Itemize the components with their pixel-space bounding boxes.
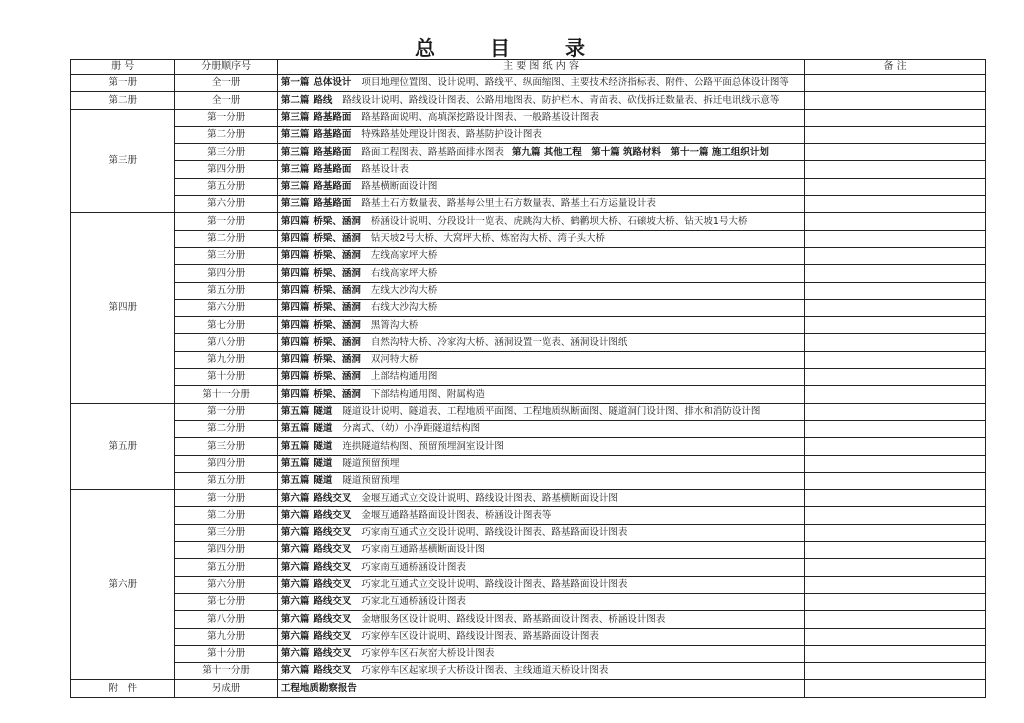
remark-cell (805, 126, 986, 143)
subvolume-cell: 第八分册 (175, 334, 277, 351)
content-text: 自然沟特大桥、冷家沟大桥、涵洞设置一览表、涵洞设计图纸 (370, 336, 628, 348)
content-cell (277, 611, 804, 628)
content-text: 右线高家坪大桥 (370, 267, 438, 279)
table-row (71, 576, 986, 593)
subvolume-cell: 第一分册 (175, 109, 277, 126)
part-category: 路基路面 (313, 129, 352, 141)
remark-cell (805, 542, 986, 559)
content-cell (277, 265, 804, 282)
part-category: 隧道 (313, 406, 333, 418)
content-cell (277, 507, 804, 524)
content-cell (277, 628, 804, 645)
content-cell (277, 593, 804, 610)
part-number: 第六篇 (280, 648, 310, 660)
table-body (71, 75, 986, 698)
part-number: 第六篇 (280, 492, 310, 504)
content-cell (277, 455, 804, 472)
remark-cell (805, 611, 986, 628)
contents-table (70, 59, 986, 698)
table-row (71, 403, 986, 420)
part-number: 第四篇 (280, 371, 310, 383)
table-row (71, 178, 986, 195)
content-cell (277, 576, 804, 593)
subvolume-cell: 第五分册 (175, 559, 277, 576)
part-number: 第三篇 (280, 198, 310, 210)
part-category: 路线交叉 (313, 492, 352, 504)
volume-cell: 第四册 (71, 213, 175, 403)
content-text: 桥涵设计说明、分段设计一览表、虎跳沟大桥、鹤鹳坝大桥、石磙坡大桥、钻天坡1号大桥 (370, 215, 748, 227)
part-number: 第六篇 (280, 665, 310, 677)
table-row (71, 628, 986, 645)
remark-cell (805, 455, 986, 472)
remark-cell (805, 438, 986, 455)
part-category: 路基路面 (313, 146, 352, 158)
subvolume-cell: 第十一分册 (175, 663, 277, 680)
content-cell (277, 542, 804, 559)
part-category: 桥梁、涵洞 (313, 354, 361, 366)
table-row (71, 490, 986, 507)
content-text: 分离式、（幼）小净距隧道结构图 (342, 423, 481, 435)
remark-cell (805, 559, 986, 576)
part-category: 路线交叉 (313, 544, 352, 556)
table-row (71, 680, 986, 697)
part-number: 第六篇 (280, 509, 310, 521)
remark-cell (805, 282, 986, 299)
content-text: 巧家停车区设计说明、路线设计图表、路基路面设计图表 (361, 630, 599, 642)
content-text: 巧家北互通式立交设计说明、路线设计图表、路基路面设计图表 (361, 579, 628, 590)
content-cell (277, 490, 804, 507)
subvolume-cell: 第十分册 (175, 645, 277, 662)
remark-cell (805, 109, 986, 126)
content-text: 黑箐沟大桥 (370, 319, 419, 331)
table-row (71, 334, 986, 351)
remark-cell (805, 386, 986, 403)
part-number: 第六篇 (280, 613, 310, 625)
table-row (71, 507, 986, 524)
content-text: 隧道预留预埋 (342, 457, 400, 469)
content-cell (277, 334, 804, 351)
part-category: 桥梁、涵洞 (313, 388, 361, 400)
part-category: 路线交叉 (313, 596, 352, 608)
content-text: 路基设计表 (361, 163, 409, 175)
part-category: 隧道 (313, 457, 333, 469)
part-number: 第一篇 (280, 77, 310, 89)
table-row (71, 161, 986, 178)
part-number: 第六篇 (280, 579, 310, 590)
remark-cell (805, 369, 986, 386)
volume-cell: 第五册 (71, 403, 175, 489)
table-row (71, 663, 986, 680)
part-category: 隧道 (313, 475, 333, 487)
content-cell (277, 178, 804, 195)
subvolume-cell: 第一分册 (175, 403, 277, 420)
part-number: 第四篇 (280, 388, 310, 400)
part-category: 桥梁、涵洞 (313, 336, 361, 348)
content-cell (277, 472, 804, 489)
part-category: 路线交叉 (313, 509, 352, 521)
part-category: 路基路面 (313, 111, 352, 123)
part-number: 第四篇 (280, 284, 310, 296)
part-number: 第六篇 (280, 561, 310, 573)
subvolume-cell: 第七分册 (175, 317, 277, 334)
table-row (71, 645, 986, 662)
part-category: 桥梁、涵洞 (313, 233, 361, 245)
table-row (71, 386, 986, 403)
header-remark: 备 注 (805, 60, 986, 75)
content-text: 巧家南互通式立交设计说明、路线设计图表、路基路面设计图表 (361, 527, 628, 539)
part-number: 第五篇 (280, 457, 310, 469)
subvolume-cell: 第九分册 (175, 628, 277, 645)
subvolume-cell: 第四分册 (175, 542, 277, 559)
part-number: 第四篇 (280, 319, 310, 331)
remark-cell (805, 351, 986, 368)
content-cell (277, 351, 804, 368)
part-category: 路线交叉 (313, 561, 352, 573)
content-text: 巧家南互通路基横断面设计图 (361, 544, 485, 556)
subvolume-cell: 第二分册 (175, 126, 277, 143)
content-text: 左线大沙沟大桥 (370, 284, 438, 296)
part-number: 第四篇 (280, 267, 310, 279)
part-category: 隧道 (313, 423, 333, 435)
part-number: 第二篇 (280, 94, 310, 106)
subvolume-cell: 第二分册 (175, 420, 277, 437)
subvolume-cell: 第四分册 (175, 161, 277, 178)
subvolume-cell: 第一分册 (175, 490, 277, 507)
subvolume-cell: 第七分册 (175, 593, 277, 610)
content-text: 上部结构通用图 (370, 371, 438, 383)
part-category: 桥梁、涵洞 (313, 302, 361, 314)
content-text: 隧道预留预埋 (342, 475, 400, 487)
part-number: 第五篇 (280, 440, 310, 452)
part-number: 第三篇 (280, 181, 310, 193)
content-cell (277, 161, 804, 178)
remark-cell (805, 472, 986, 489)
table-row (71, 92, 986, 109)
content-extra: 第九篇 其他工程 第十篇 筑路材料 第十一篇 施工组织计划 (511, 146, 769, 158)
part-number: 第六篇 (280, 596, 310, 608)
table-row (71, 230, 986, 247)
subvolume-cell: 第五分册 (175, 178, 277, 195)
subvolume-cell: 第三分册 (175, 438, 277, 455)
content-text: 路基土石方数量表、路基每公里土石方数量表、路基土石方运量设计表 (361, 198, 656, 210)
subvolume-cell: 第六分册 (175, 299, 277, 316)
part-number: 第四篇 (280, 250, 310, 262)
table-row (71, 542, 986, 559)
remark-cell (805, 75, 986, 92)
part-number: 第六篇 (280, 527, 310, 539)
remark-cell (805, 144, 986, 161)
content-cell (277, 403, 804, 420)
content-cell (277, 213, 804, 230)
part-number: 第三篇 (280, 111, 310, 123)
part-category: 路线交叉 (313, 648, 352, 660)
subvolume-cell: 第五分册 (175, 472, 277, 489)
content-cell (277, 559, 804, 576)
part-category: 路基路面 (313, 198, 352, 210)
content-cell (277, 663, 804, 680)
content-cell (277, 247, 804, 264)
part-number: 第三篇 (280, 163, 310, 175)
table-row (71, 317, 986, 334)
remark-cell (805, 628, 986, 645)
remark-cell (805, 213, 986, 230)
remark-cell (805, 196, 986, 213)
part-category: 桥梁、涵洞 (313, 250, 361, 262)
remark-cell (805, 645, 986, 662)
content-text: 金堰互通式立交设计说明、路线设计图表、路基横断面设计图 (361, 492, 618, 504)
table-row (71, 559, 986, 576)
header-content: 主 要 图 纸 内 容 (277, 60, 804, 75)
content-text: 金堰互通路基路面设计图表、桥涵设计图表等 (361, 509, 552, 521)
subvolume-cell: 第二分册 (175, 507, 277, 524)
remark-cell (805, 92, 986, 109)
remark-cell (805, 299, 986, 316)
volume-cell: 第三册 (71, 109, 175, 213)
content-text: 左线高家坪大桥 (370, 250, 438, 262)
part-number: 第三篇 (280, 146, 310, 158)
remark-cell (805, 265, 986, 282)
part-number: 第五篇 (280, 406, 310, 418)
content-text: 连拱隧道结构图、预留预埋洞室设计图 (342, 440, 504, 452)
part-category: 路线交叉 (313, 630, 352, 642)
part-category: 路线交叉 (313, 613, 352, 625)
part-category: 路线交叉 (313, 665, 352, 677)
content-cell (277, 126, 804, 143)
subvolume-cell: 全一册 (175, 92, 277, 109)
subvolume-cell: 第十一分册 (175, 386, 277, 403)
table-row (71, 351, 986, 368)
remark-cell (805, 507, 986, 524)
subvolume-cell: 另成册 (175, 680, 277, 697)
content-cell (277, 109, 804, 126)
table-row (71, 265, 986, 282)
remark-cell (805, 161, 986, 178)
subvolume-cell: 第三分册 (175, 524, 277, 541)
content-text: 路面工程图表、路基路面排水图表 (361, 146, 504, 158)
subvolume-cell: 第十分册 (175, 369, 277, 386)
part-number: 第六篇 (280, 544, 310, 556)
table-row (71, 524, 986, 541)
remark-cell (805, 576, 986, 593)
remark-cell (805, 317, 986, 334)
part-number: 第四篇 (280, 302, 310, 314)
table-row (71, 438, 986, 455)
table-row (71, 126, 986, 143)
content-text: 路基路面说明、高填深挖路设计图表、一般路基设计图表 (361, 111, 599, 123)
subvolume-cell: 第六分册 (175, 196, 277, 213)
table-row (71, 282, 986, 299)
part-category: 桥梁、涵洞 (313, 284, 361, 296)
part-category: 路线交叉 (313, 527, 352, 539)
content-cell (277, 196, 804, 213)
content-text: 巧家停车区石灰窑大桥设计图表 (361, 648, 495, 660)
remark-cell (805, 230, 986, 247)
subvolume-cell: 第三分册 (175, 144, 277, 161)
content-text: 路线设计说明、路线设计图表、公路用地图表、防护栏木、青苗表、砍伐拆迁数量表、拆迁电讯线示意等 (342, 94, 780, 106)
subvolume-cell: 第二分册 (175, 230, 277, 247)
content-text: 钻天坡2号大桥、大窝坪大桥、炼窑沟大桥、湾子头大桥 (370, 233, 605, 245)
remark-cell (805, 663, 986, 680)
content-text: 项目地理位置图、设计说明、路线平、纵面缩图、主要技术经济指标表、附件、公路平面总体设计图等 (361, 77, 789, 89)
remark-cell (805, 403, 986, 420)
content-cell (277, 438, 804, 455)
part-category: 路基路面 (313, 181, 352, 193)
table-row (71, 247, 986, 264)
table-row (71, 144, 986, 161)
content-cell (277, 282, 804, 299)
content-text: 特殊路基处理设计图表、路基防护设计图表 (361, 129, 542, 141)
part-category: 路线 (313, 94, 333, 106)
subvolume-cell: 第六分册 (175, 576, 277, 593)
content-cell (277, 524, 804, 541)
content-text: 双河特大桥 (370, 354, 419, 366)
table-header-row (71, 60, 986, 75)
remark-cell (805, 178, 986, 195)
content-cell (277, 680, 804, 697)
content-cell (277, 75, 804, 92)
page-title: 总 目 录 (415, 36, 609, 60)
subvolume-cell: 第四分册 (175, 455, 277, 472)
content-text: 巧家南互通桥涵设计图表 (361, 561, 466, 573)
content-text: 工程地质勘察报告 (280, 682, 357, 694)
content-text: 巧家停车区起家坝子大桥设计图表、主线通道天桥设计图表 (361, 665, 609, 677)
part-category: 桥梁、涵洞 (313, 267, 361, 279)
remark-cell (805, 490, 986, 507)
content-cell (277, 92, 804, 109)
content-cell (277, 317, 804, 334)
header-subvolume: 分册顺序号 (175, 60, 277, 75)
table-row (71, 611, 986, 628)
part-category: 桥梁、涵洞 (313, 371, 361, 383)
subvolume-cell: 第五分册 (175, 282, 277, 299)
remark-cell (805, 247, 986, 264)
part-category: 总体设计 (313, 77, 352, 89)
remark-cell (805, 680, 986, 697)
volume-cell: 第二册 (71, 92, 175, 109)
remark-cell (805, 524, 986, 541)
table-row (71, 420, 986, 437)
subvolume-cell: 第四分册 (175, 265, 277, 282)
volume-cell: 第一册 (71, 75, 175, 92)
part-category: 路线交叉 (313, 579, 352, 590)
content-text: 下部结构通用图、附属构造 (370, 388, 485, 400)
table-row (71, 75, 986, 92)
subvolume-cell: 第九分册 (175, 351, 277, 368)
content-text: 右线大沙沟大桥 (370, 302, 438, 314)
part-number: 第五篇 (280, 423, 310, 435)
part-number: 第四篇 (280, 233, 310, 245)
content-text: 巧家北互通桥涵设计图表 (361, 596, 466, 608)
volume-cell: 附 件 (71, 680, 175, 697)
content-text: 金塘服务区设计说明、路线设计图表、路基路面设计图表、桥涵设计图表 (361, 613, 666, 625)
table-row (71, 472, 986, 489)
table-row (71, 109, 986, 126)
table-row (71, 455, 986, 472)
subvolume-cell: 第八分册 (175, 611, 277, 628)
part-category: 桥梁、涵洞 (313, 319, 361, 331)
part-category: 隧道 (313, 440, 333, 452)
part-number: 第四篇 (280, 354, 310, 366)
table-row (71, 593, 986, 610)
content-cell (277, 420, 804, 437)
content-cell (277, 386, 804, 403)
subvolume-cell: 全一册 (175, 75, 277, 92)
table-row (71, 213, 986, 230)
content-text: 路基横断面设计图 (361, 181, 438, 193)
content-text: 隧道设计说明、隧道表、工程地质平面图、工程地质纵断面图、隧道洞门设计图、排水和消防设计图 (342, 406, 761, 418)
part-number: 第五篇 (280, 475, 310, 487)
content-cell (277, 369, 804, 386)
part-number: 第四篇 (280, 336, 310, 348)
content-cell (277, 645, 804, 662)
remark-cell (805, 593, 986, 610)
content-cell (277, 230, 804, 247)
part-category: 桥梁、涵洞 (313, 215, 361, 227)
subvolume-cell: 第一分册 (175, 213, 277, 230)
part-number: 第四篇 (280, 215, 310, 227)
part-category: 路基路面 (313, 163, 352, 175)
part-number: 第六篇 (280, 630, 310, 642)
header-volume: 册 号 (71, 60, 175, 75)
subvolume-cell: 第三分册 (175, 247, 277, 264)
remark-cell (805, 334, 986, 351)
content-cell (277, 144, 804, 161)
volume-cell: 第六册 (71, 490, 175, 680)
table-row (71, 196, 986, 213)
remark-cell (805, 420, 986, 437)
content-cell (277, 299, 804, 316)
table-row (71, 369, 986, 386)
table-row (71, 299, 986, 316)
part-number: 第三篇 (280, 129, 310, 141)
